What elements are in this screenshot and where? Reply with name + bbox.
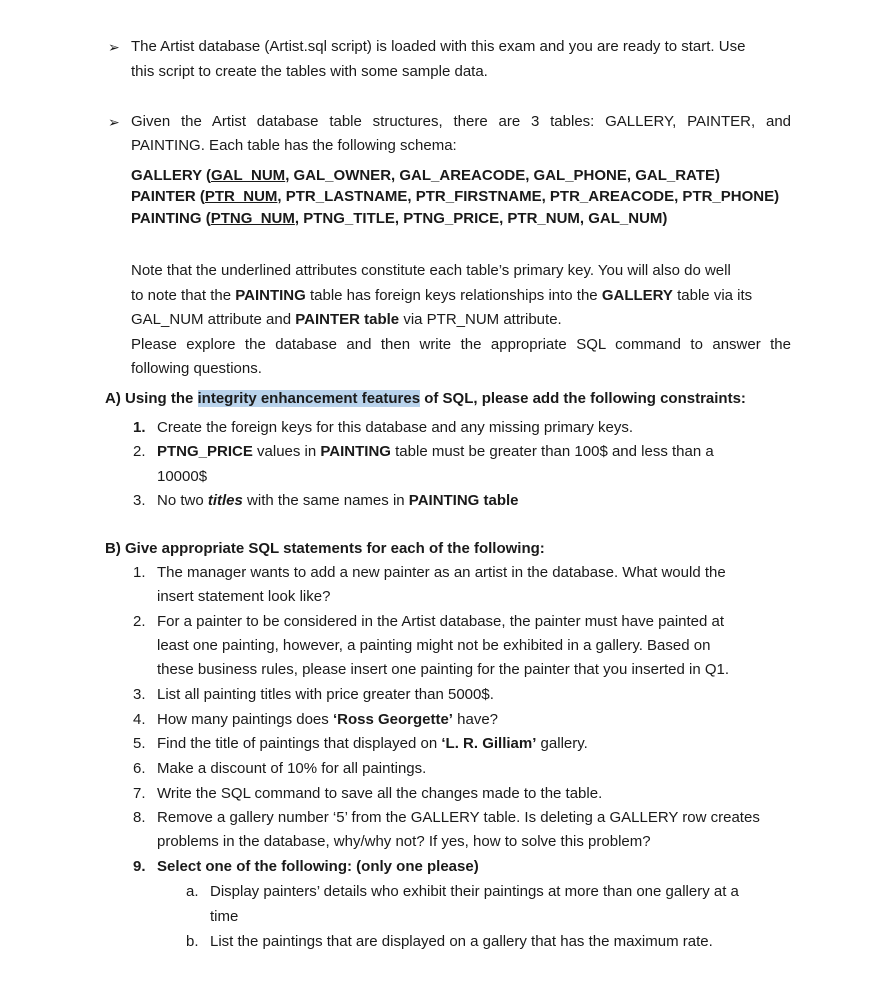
primary-key: GAL_NUM (211, 167, 286, 184)
list-item: No two titles with the same names in PAINTING table (157, 492, 519, 509)
intro-line: Given the Artist database table structures, there are 3 tables: GALLERY, PAINTER, and (131, 113, 791, 130)
list-number: 5. (133, 735, 146, 752)
section-b-heading: B) Give appropriate SQL statements for each of the following: (105, 540, 545, 557)
list-item-continued: 10000$ (157, 468, 208, 485)
note-line: to note that the PAINTING table has foreign keys relationships into the GALLERY table via its (131, 287, 753, 304)
list-number: 8. (133, 809, 146, 826)
list-number: 9. (133, 858, 146, 875)
question-line: Remove a gallery number ‘5’ from the GALLERY table. Is deleting a GALLERY row creates (157, 809, 760, 826)
primary-key: PTNG_NUM (210, 210, 295, 227)
note-line: following questions. (131, 360, 262, 377)
list-number: 6. (133, 760, 146, 777)
sublist-letter: b. (186, 933, 199, 950)
list-number: 4. (133, 711, 146, 728)
list-number: 7. (133, 785, 146, 802)
question-line: time (210, 908, 239, 925)
schema-painting: PAINTING (PTNG_NUM, PTNG_TITLE, PTNG_PRICE, PTR_NUM, GAL_NUM) (131, 210, 668, 227)
question-line: Select one of the following: (only one please) (157, 858, 479, 875)
question-line: For a painter to be considered in the Artist database, the painter must have painted at (157, 613, 725, 630)
question-line: How many paintings does ‘Ross Georgette’ have? (157, 711, 499, 728)
intro-line: The Artist database (Artist.sql script) is loaded with this exam and you are ready to start. Use (131, 38, 746, 55)
bullet-arrow-icon: ➢ (108, 114, 120, 130)
list-number: 2. (133, 613, 146, 630)
list-item: Create the foreign keys for this database and any missing primary keys. (157, 419, 634, 436)
note-line: Please explore the database and then write the appropriate SQL command to answer the (131, 336, 791, 353)
list-number: 2. (133, 443, 146, 460)
question-line: List the paintings that are displayed on a gallery that has the maximum rate. (210, 933, 713, 950)
note-line: GAL_NUM attribute and PAINTER table via PTR_NUM attribute. (131, 311, 562, 328)
note-line: Note that the underlined attributes constitute each table’s primary key. You will also do well (131, 262, 731, 279)
question-line: these business rules, please insert one painting for the painter that you inserted in Q1. (157, 661, 730, 678)
schema-painter: PAINTER (PTR_NUM, PTR_LASTNAME, PTR_FIRSTNAME, PTR_AREACODE, PTR_PHONE) (131, 188, 780, 205)
question-line: least one painting, however, a painting might not be exhibited in a gallery. Based on (157, 637, 711, 654)
intro-line: PAINTING. Each table has the following schema: (131, 137, 457, 154)
schema-gallery: GALLERY (GAL_NUM, GAL_OWNER, GAL_AREACODE, GAL_PHONE, GAL_RATE) (131, 167, 720, 184)
question-line: Display painters’ details who exhibit their paintings at more than one gallery at a (210, 883, 739, 900)
bullet-arrow-icon: ➢ (108, 39, 120, 55)
question-line: Find the title of paintings that displayed on ‘L. R. Gilliam’ gallery. (157, 735, 588, 752)
list-number: 3. (133, 492, 146, 509)
list-number: 3. (133, 686, 146, 703)
list-item: PTNG_PRICE values in PAINTING table must be greater than 100$ and less than a (157, 443, 714, 460)
question-line: Write the SQL command to save all the changes made to the table. (157, 785, 603, 802)
highlighted-text: integrity enhancement features (197, 390, 421, 407)
list-number: 1. (133, 564, 146, 581)
sublist-letter: a. (186, 883, 199, 900)
primary-key: PTR_NUM (204, 188, 278, 205)
intro-line: this script to create the tables with some sample data. (131, 63, 488, 80)
question-line: problems in the database, why/why not? If yes, how to solve this problem? (157, 833, 651, 850)
question-line: List all painting titles with price greater than 5000$. (157, 686, 494, 703)
question-line: insert statement look like? (157, 588, 331, 605)
section-a-heading: A) Using the integrity enhancement features of SQL, please add the following constraints: (105, 390, 746, 407)
list-number: 1. (133, 419, 146, 436)
question-line: Make a discount of 10% for all paintings. (157, 760, 427, 777)
question-line: The manager wants to add a new painter as an artist in the database. What would the (157, 564, 726, 581)
